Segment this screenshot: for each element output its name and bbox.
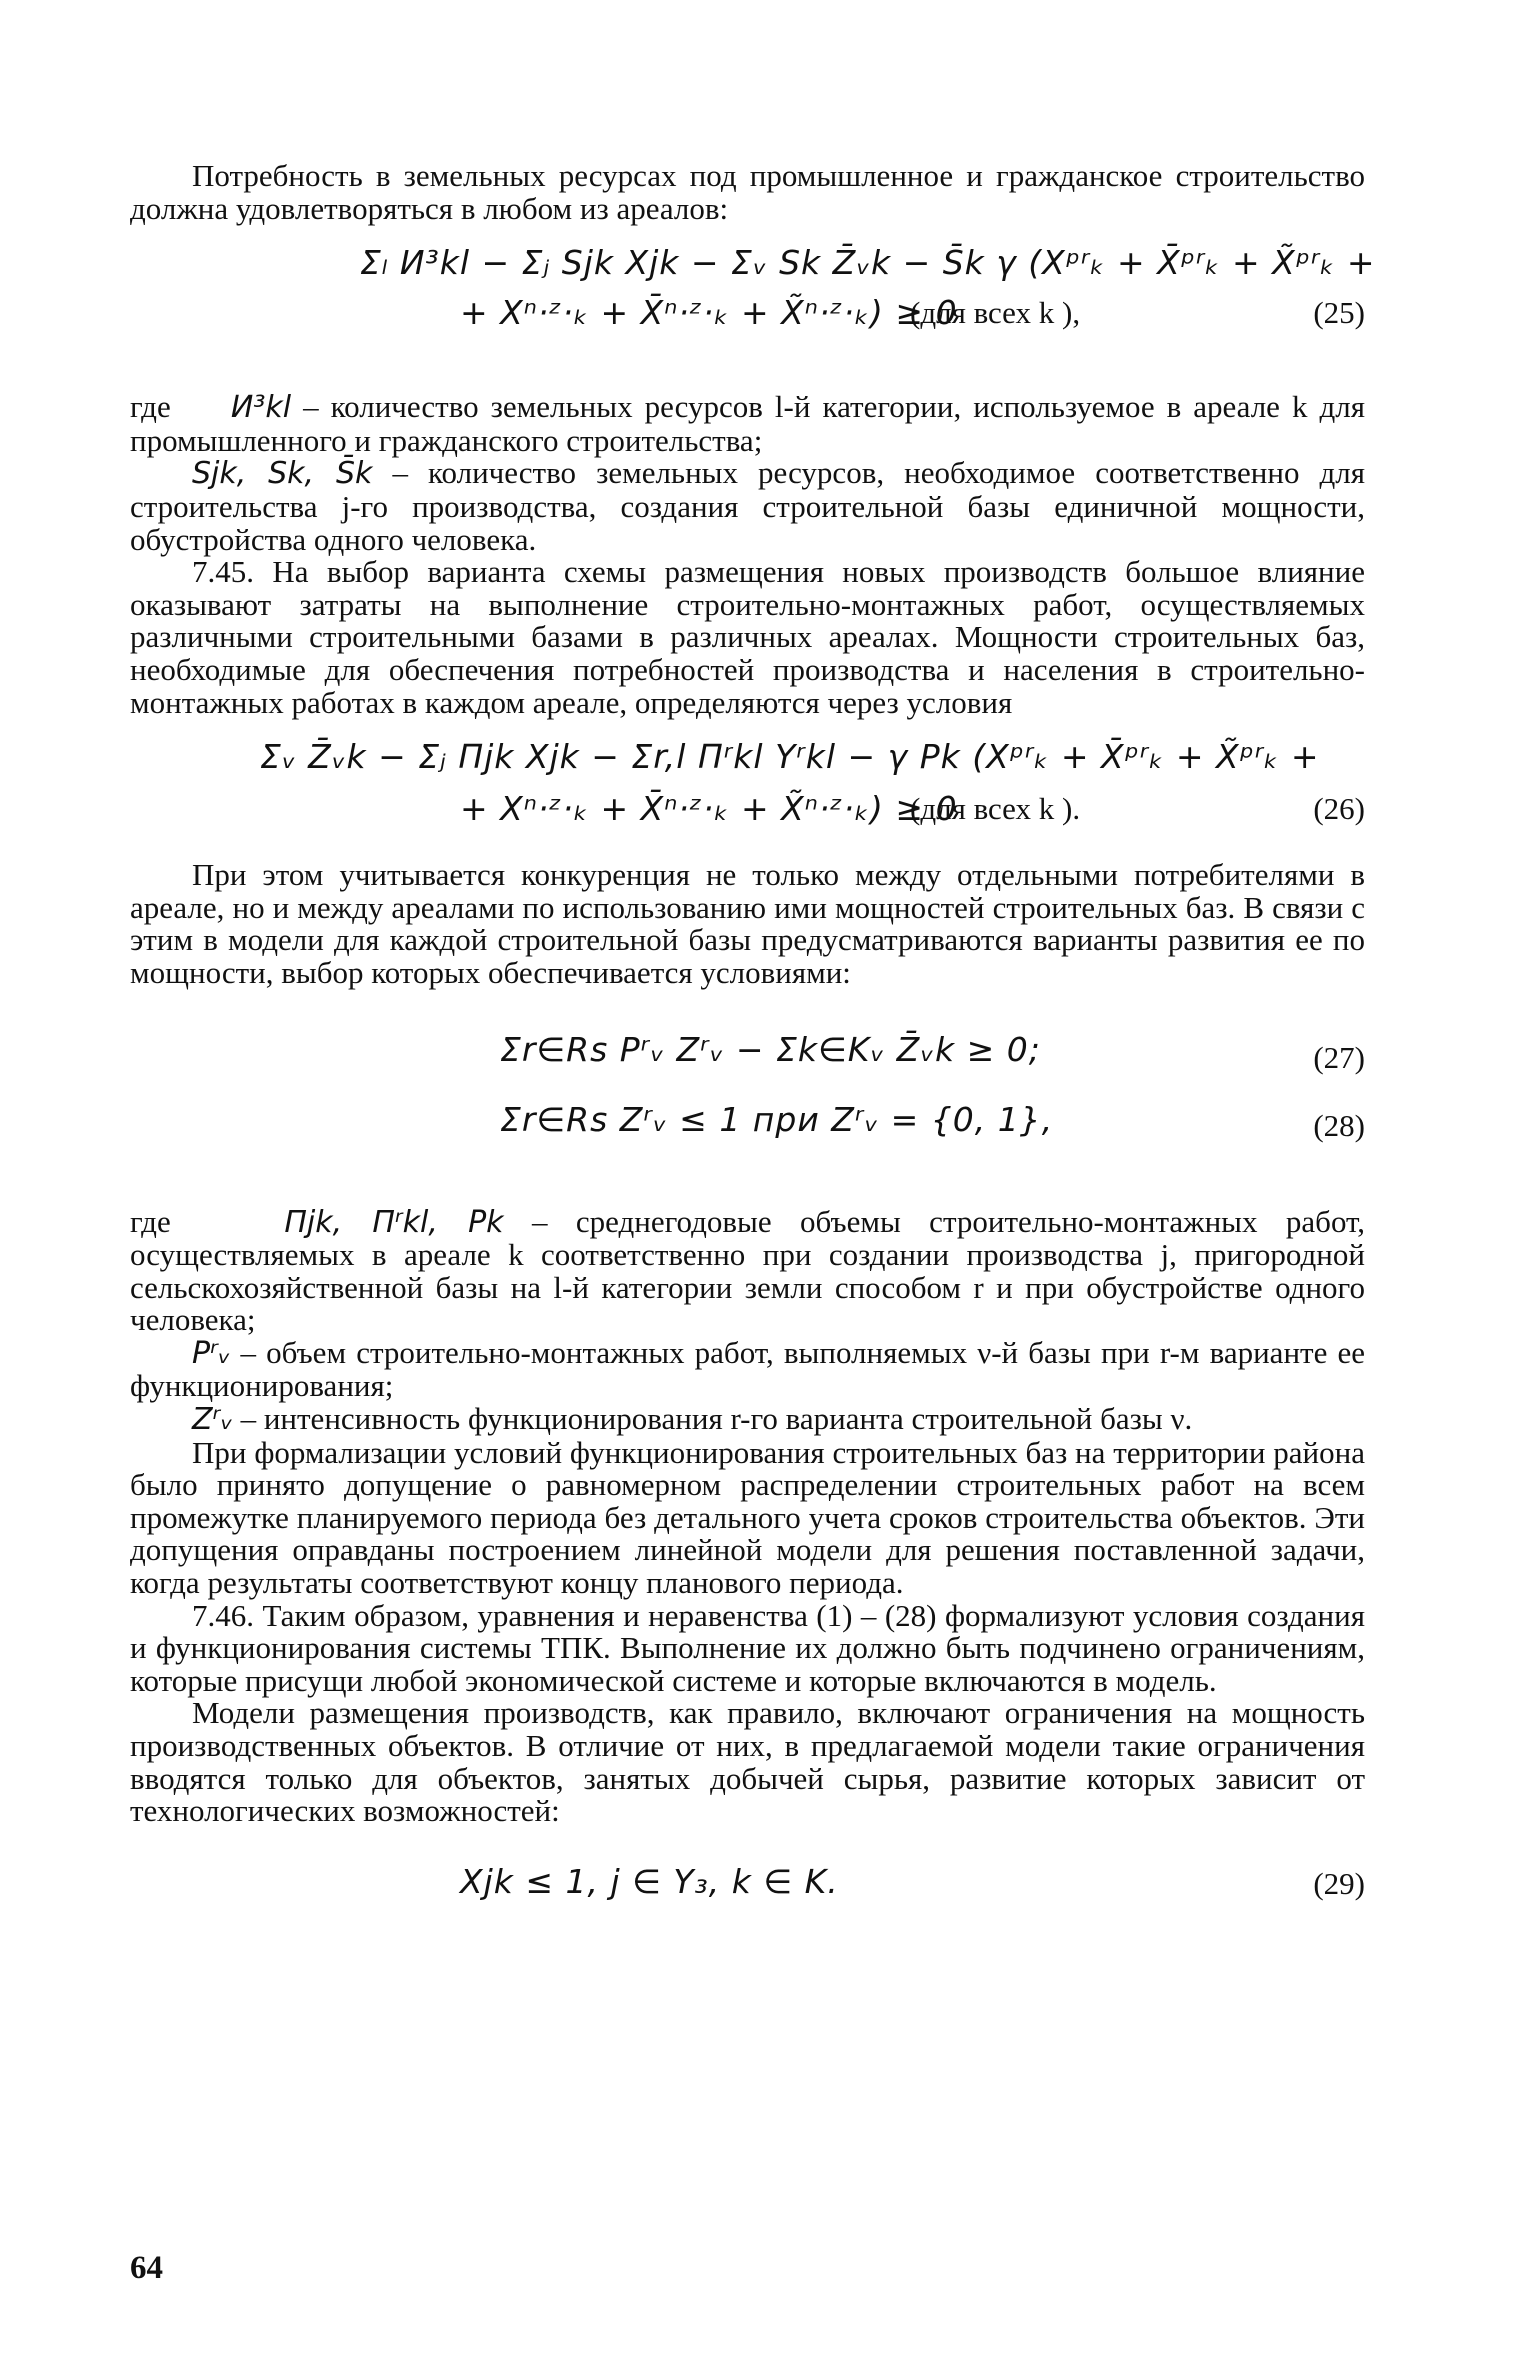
paragraph-competition: При этом учитывается конкуренция не только между отдельными потребителями в ареале, но и между ареалами по использованию ими мощностей строительных баз. В связи с этим в модели для каждой строительной базы предусматриваются варианты развития ее по мощности, выбор которых обеспечивается условиями: — [130, 857, 1365, 990]
definition-symbol: Pʳᵥ — [192, 1335, 231, 1371]
definition-land-resources — [130, 391, 1365, 457]
equation-25-line-1: Σₗ И³kl − Σⱼ Sjk Xjk − Σᵥ Sk Z̄ᵥk − S̄k γ (Xᵖʳₖ + X̄ᵖʳₖ + X̃ᵖʳₖ + — [360, 243, 1376, 283]
page-content — [130, 158, 1376, 1926]
equation-27-body: Σr∈Rs Pʳᵥ Zʳᵥ − Σk∈Kᵥ Z̄ᵥk ≥ 0; — [500, 1029, 1041, 1069]
paragraph-placement-models: Модели размещения производств, как правило, включают ограничения на мощность производственных объектов. В отличие от них, в предлагаемой модели такие ограничения вводятся только для объектов, занятых добычей сырья, развитие которых зависит от технологических возможностей: — [130, 1695, 1365, 1829]
equation-26-condition: (для всех k ). — [910, 791, 1081, 827]
equation-28 — [130, 1090, 1365, 1170]
definition-text: – количество земельных ресурсов, необходимое соответственно для строительства j-го производства, создания строительной базы единичной мощности, обустройства одного человека. — [130, 455, 1366, 557]
definition-symbol: Пjk, Пʳkl, Pk — [284, 1204, 504, 1240]
definition-base-volume — [130, 1334, 1365, 1404]
paragraph-formalization: При формализации условий функционирования строительных баз на территории района было принято допущение о равномерном распределении строительных работ на всем промежутке планируемого периода без детального учета сроков строительства объектов. Эти допущения оправданы построением линейной модели для решения поставленной задачи, когда результаты соответствуют концу планового периода. — [130, 1434, 1365, 1601]
definition-text: – среднегодовые объемы строительно-монтажных работ, осуществляемых в ареале k соответственно при создании производства j, пригородной сельскохозяйственной базы на l-й категории земли способом r и при обустройстве одного человека; — [130, 1203, 1366, 1338]
equation-27-number: (27) — [1313, 1039, 1365, 1075]
definition-text: – интенсивность функционирования r-го варианта строительной базы ν. — [240, 1401, 1193, 1437]
definition-symbol: Sjk, Sk, S̄k — [192, 456, 373, 492]
equation-29-number: (29) — [1313, 1865, 1365, 1901]
equation-25-line-2: + Xⁿ·ᶻ·ₖ + X̄ⁿ·ᶻ·ₖ + X̃ⁿ·ᶻ·ₖ) ≥ 0 — [460, 293, 958, 333]
equation-25-condition: (для всех k ), — [910, 295, 1081, 331]
paragraph-intro: Потребность в земельных ресурсах под промышленное и гражданское строительство должна удовлетворяться в любом из ареалов: — [130, 158, 1365, 226]
equation-26-line-2: + Xⁿ·ᶻ·ₖ + X̄ⁿ·ᶻ·ₖ + X̃ⁿ·ᶻ·ₖ) ≥ 0 — [460, 789, 958, 829]
equation-25-number: (25) — [1313, 295, 1365, 331]
equation-26-number: (26) — [1313, 791, 1365, 827]
definition-text: – количество земельных ресурсов l-й категории, используемое в ареале k для промышленного и гражданского строительства; — [130, 389, 1366, 458]
equation-25 — [130, 225, 1376, 355]
equation-26-line-1: Σᵥ Z̄ᵥk − Σⱼ Пjk Xjk − Σr,l Пʳkl Yʳkl − γ Pk (Xᵖʳₖ + X̄ᵖʳₖ + X̃ᵖʳₖ + — [260, 737, 1320, 777]
equation-29 — [130, 1846, 1365, 1926]
definition-symbol: Zʳᵥ — [192, 1402, 233, 1438]
definition-construction-volumes — [130, 1203, 1366, 1338]
equation-27 — [130, 1024, 1365, 1090]
equation-28-number: (28) — [1313, 1107, 1365, 1143]
definition-land-needs — [130, 457, 1365, 556]
definition-where: где — [130, 1203, 171, 1239]
definition-intensity — [130, 1403, 1365, 1437]
paragraph-7-46: 7.46. Таким образом, уравнения и неравенства (1) – (28) формализуют условия создания и функционирования системы ТПК. Выполнение их должно быть подчинено ограничениям, которые присущи любой экономической системе и которые включаются в модель. — [130, 1597, 1365, 1698]
definition-where: где — [130, 389, 171, 425]
paragraph-7-45: 7.45. На выбор варианта схемы размещения новых производств большое влияние оказывают затраты на выполнение строительно-монтажных работ, осуществляемых различными строительными базами в различных ареалах. Мощности строительных баз, необходимые для обеспечения потребностей производства и населения в строительно-монтажных работах в каждом ареале, определяются через условия — [130, 554, 1365, 720]
definition-text: – объем строительно-монтажных работ, выполняемых ν-й базы при r-м варианте ее функционирования; — [130, 1334, 1365, 1404]
page-number: 64 — [130, 2250, 163, 2286]
equation-29-body: Xjk ≤ 1, j ∈ Y₃, k ∈ K. — [460, 1861, 839, 1901]
equation-26 — [130, 719, 1365, 847]
definition-symbol: И³kl — [230, 390, 292, 426]
equation-28-body: Σr∈Rs Zʳᵥ ≤ 1 при Zʳᵥ = {0, 1}, — [500, 1099, 1054, 1139]
